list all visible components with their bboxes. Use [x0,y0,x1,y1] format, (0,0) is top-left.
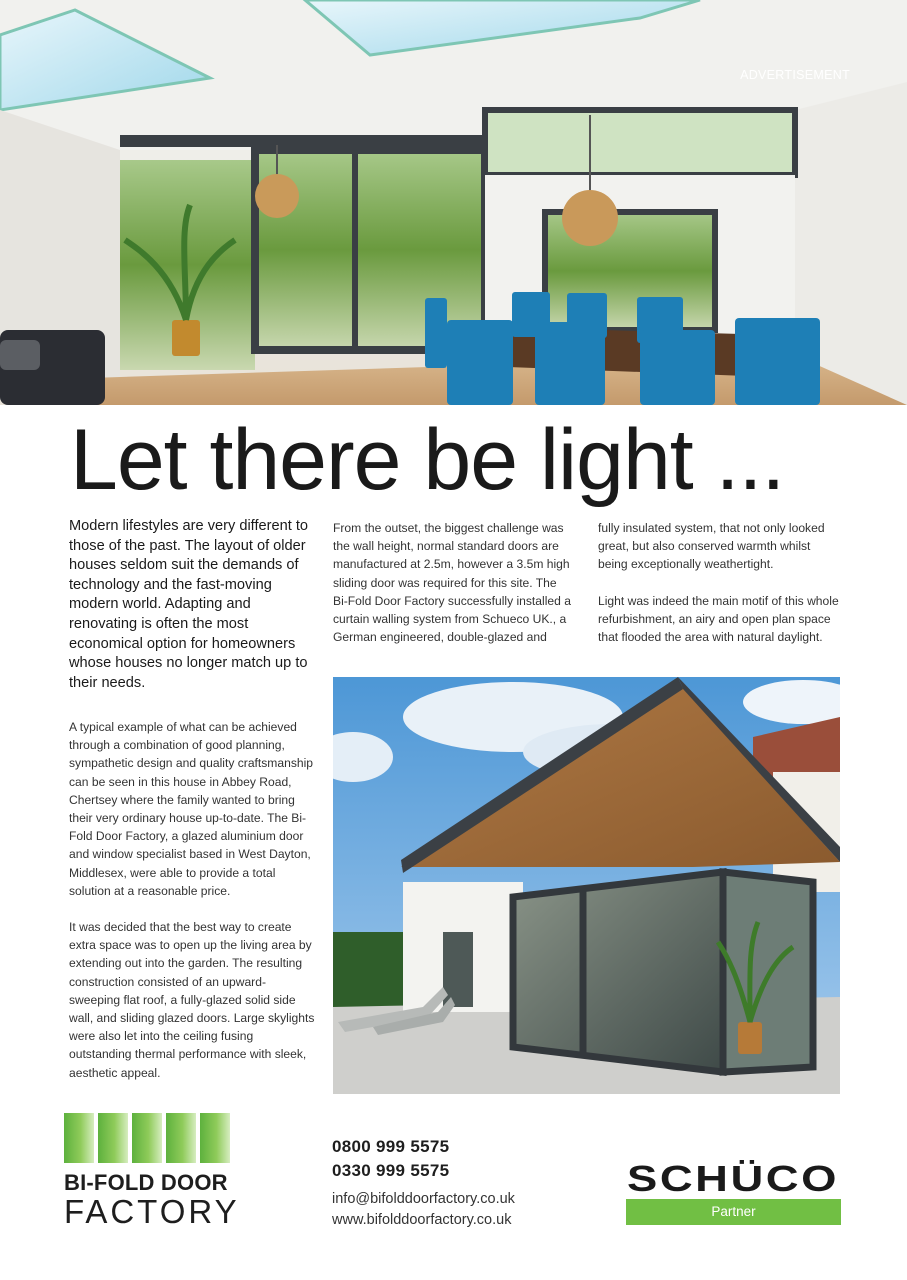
column-2-paragraph: From the outset, the biggest challenge was the wall height, normal standard doors are manufactured at 2.5m, however a 3.5m high sliding door was required for this site. The Bi-Fold Door Factory successfully installed a curtain walling system from Schueco UK., a German engineered, double-glazed and [333,521,571,645]
logo-text-line-2: FACTORY [64,1193,240,1230]
column-3 [598,519,843,664]
logo-bar [64,1113,94,1163]
logo-bar [132,1113,162,1163]
exterior-illustration [333,677,840,1094]
phone-number-2[interactable]: 0330 999 5575 [332,1161,450,1180]
column-1 [69,718,317,1100]
contact-details [332,1135,592,1231]
schuco-wordmark [626,1158,841,1196]
exterior-extension-photo [333,677,840,1094]
logo-bars-icon [64,1113,230,1163]
headline: Let there be light ... [70,412,785,508]
phone-number-1[interactable]: 0800 999 5575 [332,1137,450,1156]
bifold-door-factory-logo [64,1113,244,1233]
logo-bar [166,1113,196,1163]
logo-text-line-1: BI-FOLD DOOR [64,1170,228,1195]
column-3-paragraph-1: fully insulated system, that not only looked great, but also conserved warmth whilst being exceptionally weathertight. [598,521,825,572]
logo-bar [98,1113,128,1163]
hero-photo-dining-room [0,0,907,405]
hero-illustration [0,0,907,405]
logo-bar [200,1113,230,1163]
website-link[interactable]: www.bifolddoorfactory.co.uk [332,1212,512,1228]
column-1-paragraph-2: It was decided that the best way to create extra space was to open up the living area by extending out into the garden. The resulting construction consisted of an upward-sweeping flat roof, a fully-glazed solid side wall, and sliding glazed doors. Large skylights were also let into the ceiling fusing outstanding thermal performance with sleek, aesthetic appeal. [69,920,315,1080]
advertisement-label: ADVERTISEMENT [740,68,850,82]
column-1-paragraph-1: A typical example of what can be achieved through a combination of good planning, sympathetic design and quality craftsmanship can be seen in this house in Abbey Road, Chertsey where the family wanted to bring their very ordinary house up-to-date. The Bi-Fold Door Factory, a glazed aluminium door and window specialist based in West Dayton, Middlesex, were able to provide a total solution at a reasonable price. [69,720,314,898]
email-link[interactable]: info@bifolddoorfactory.co.uk [332,1191,515,1207]
column-2 [333,519,573,646]
schuco-partner-logo [626,1158,841,1226]
schuco-brand-text: SCHÜCO [627,1158,839,1196]
partner-badge: Partner [626,1199,841,1225]
intro-paragraph: Modern lifestyles are very different to those of the past. The layout of older houses seldom suit the demands of technology and the fast-moving modern world. Adapting and renovating is often the most economical option for homeowners whose houses no longer match up to their needs. [69,518,309,691]
column-3-paragraph-2: Light was indeed the main motif of this whole refurbishment, an airy and open plan space that flooded the area with natural daylight. [598,593,839,645]
